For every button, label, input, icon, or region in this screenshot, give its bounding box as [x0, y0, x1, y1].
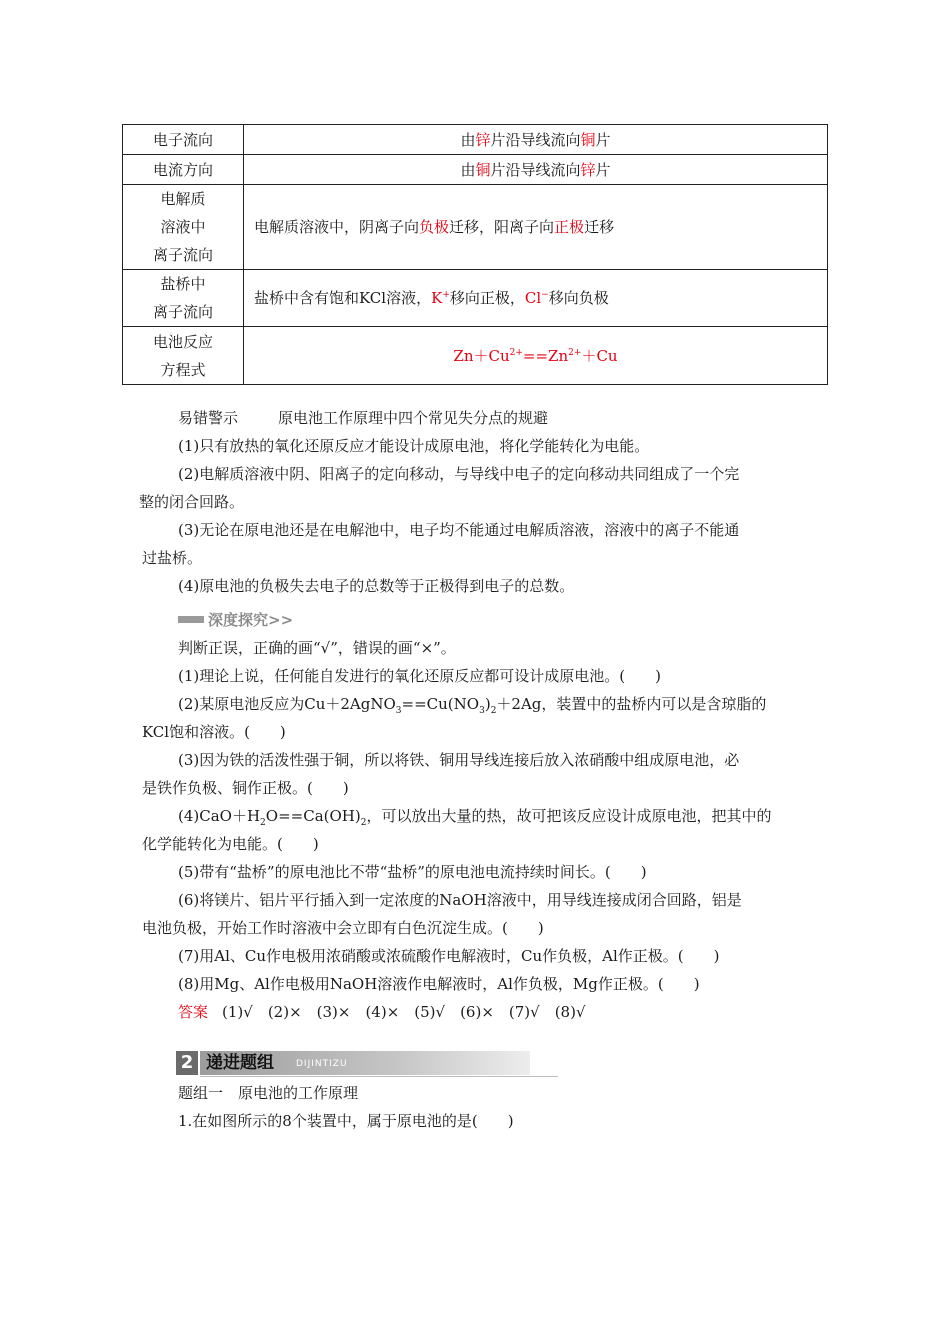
- label-line: 方程式: [160, 360, 206, 379]
- text-red: 正极: [554, 218, 585, 236]
- warning-p2a: (2)电解质溶液中阴、阳离子的定向移动，与导线中电子的定向移动共同组成了一个完: [178, 465, 740, 483]
- question-3a: (3)因为铁的活泼性强于铜，所以将铁、铜用导线连接后放入浓硝酸中组成原电池，必: [178, 751, 740, 769]
- row-value: [244, 125, 828, 155]
- warning-section: [139, 404, 808, 600]
- table-row: [123, 155, 828, 185]
- text: ==Cu(NO: [401, 695, 480, 713]
- section-title: 深度探究>>: [208, 610, 294, 629]
- question-4a: [178, 802, 808, 830]
- row-label: [123, 327, 244, 385]
- text: 迁移，阳离子向: [449, 218, 555, 236]
- badge-title: 递进题组: [206, 1053, 274, 1073]
- subscript: 2: [260, 818, 266, 828]
- warning-p3a: (3)无论在原电池还是在电解池中，电子均不能通过电解质溶液，溶液中的离子不能通: [178, 521, 740, 539]
- text: (2)某原电池反应为Cu＋2AgNO: [178, 695, 396, 713]
- row-label: [123, 270, 244, 327]
- question-2b: KCl饱和溶液。( ): [142, 723, 286, 741]
- row-value: [244, 155, 828, 185]
- text-red: 铜: [475, 160, 491, 179]
- label-line: 溶液中: [160, 218, 206, 236]
- group-heading: 题组一 原电池的工作原理: [178, 1084, 359, 1102]
- question-7: (7)用Al、Cu作电极用浓硝酸或浓硫酸作电解液时，Cu作负极，Al作正极。( ): [178, 947, 720, 965]
- text: ): [484, 695, 491, 713]
- text: 由: [460, 160, 476, 179]
- answer-values: (1)√ (2)× (3)× (4)× (5)√ (6)× (7)√ (8)√: [222, 1003, 586, 1021]
- explore-intro: 判断正误，正确的画“√”，错误的画“×”。: [178, 639, 456, 657]
- warning-p1: (1)只有放热的氧化还原反应才能设计成原电池，将化学能转化为电能。: [178, 437, 650, 455]
- subscript: 3: [395, 706, 402, 716]
- text-red: 锌: [580, 160, 596, 179]
- question-6a: (6)将镁片、铝片平行插入到一定浓度的NaOH溶液中，用导线连接成闭合回路，铝是: [178, 891, 742, 909]
- warning-heading: 易错警示: [178, 409, 239, 427]
- explore-section: [142, 634, 808, 1026]
- text: ＋2Ag，装置中的盐桥内可以是含琼脂的: [496, 695, 767, 713]
- warning-p2b: 整的闭合回路。: [139, 493, 245, 511]
- question-6b: 电池负极，开始工作时溶液中会立即有白色沉淀生成。( ): [142, 919, 544, 937]
- text: 片: [595, 130, 611, 149]
- superscript: −: [541, 290, 549, 300]
- warning-p3b: 过盐桥。: [142, 549, 203, 567]
- equation-part: Zn＋Cu: [453, 346, 510, 365]
- text: (4)CaO＋H: [178, 807, 261, 825]
- text: 片: [595, 160, 611, 179]
- info-table: [122, 124, 828, 385]
- subscript: 2: [490, 706, 497, 716]
- text: 片沿导线流向: [490, 160, 581, 179]
- superscript: +: [442, 290, 450, 300]
- text: O==Ca(OH): [265, 807, 361, 825]
- row-label: 电子流向: [123, 125, 244, 155]
- table-row: [123, 125, 828, 155]
- subscript: 3: [479, 706, 485, 716]
- warning-heading-line: [178, 404, 808, 432]
- warning-p4: (4)原电池的负极失去电子的总数等于正极得到电子的总数。: [178, 577, 575, 595]
- row-label: [123, 185, 244, 270]
- question-4b: 化学能转化为电能。( ): [142, 835, 319, 853]
- text: 片沿导线流向: [490, 130, 581, 149]
- table-row: [123, 185, 828, 270]
- row-value: [244, 327, 828, 385]
- subscript: 2: [360, 818, 367, 828]
- label-line: 电池反应: [152, 332, 213, 351]
- text-red: Cl: [524, 289, 542, 307]
- explore-section-header: [178, 608, 293, 630]
- label-line: 离子流向: [152, 246, 213, 264]
- group-question-1: 1.在如图所示的8个装置中，属于原电池的是( ): [178, 1112, 514, 1130]
- text: 移向正极，: [449, 289, 525, 307]
- text: 迁移: [584, 218, 615, 236]
- superscript: 2+: [509, 347, 523, 358]
- text: 由: [460, 130, 476, 149]
- answer-label: 答案: [178, 1003, 209, 1021]
- text-red: 铜: [580, 130, 596, 149]
- label-line: 盐桥中: [160, 275, 206, 293]
- answer-line: [178, 998, 808, 1026]
- question-3b: 是铁作负极、铜作正极。( ): [142, 779, 349, 797]
- section-bar-icon: [178, 616, 204, 623]
- row-label: 电流方向: [123, 155, 244, 185]
- level-badge: [176, 1049, 560, 1077]
- text-red: 负极: [419, 218, 450, 236]
- badge-underline: [200, 1076, 558, 1077]
- question-5: (5)带有“盐桥”的原电池比不带“盐桥”的原电池电流持续时间长。( ): [178, 863, 647, 881]
- superscript: 2+: [568, 347, 582, 358]
- equation-part: ＋Cu: [581, 346, 618, 365]
- badge-number: 2: [176, 1051, 198, 1075]
- text-red: K: [431, 289, 443, 307]
- label-line: 离子流向: [152, 303, 213, 321]
- text: 盐桥中含有饱和KCl溶液，: [254, 289, 432, 307]
- text: 移向负极: [548, 289, 609, 307]
- text-red: 锌: [475, 130, 491, 149]
- badge-subtitle: DIJINTIZU: [296, 1059, 348, 1069]
- row-value: [244, 270, 828, 327]
- table-row: [123, 327, 828, 385]
- question-1: (1)理论上说，任何能自发进行的氧化还原反应都可设计成原电池。( ): [178, 667, 661, 685]
- row-value: [244, 185, 828, 270]
- text: ，可以放出大量的热，故可把该反应设计成原电池，把其中的: [366, 807, 772, 825]
- question-8: (8)用Mg、Al作电极用NaOH溶液作电解液时，Al作负极，Mg作正极。( ): [178, 975, 700, 993]
- warning-title: 原电池工作原理中四个常见失分点的规避: [278, 409, 549, 427]
- label-line: 电解质: [160, 190, 206, 208]
- question-2a: [178, 690, 808, 718]
- equation-part: ==Zn: [522, 346, 569, 365]
- text: 电解质溶液中，阴离子向: [254, 218, 420, 236]
- table-row: [123, 270, 828, 327]
- group-section: [178, 1079, 808, 1135]
